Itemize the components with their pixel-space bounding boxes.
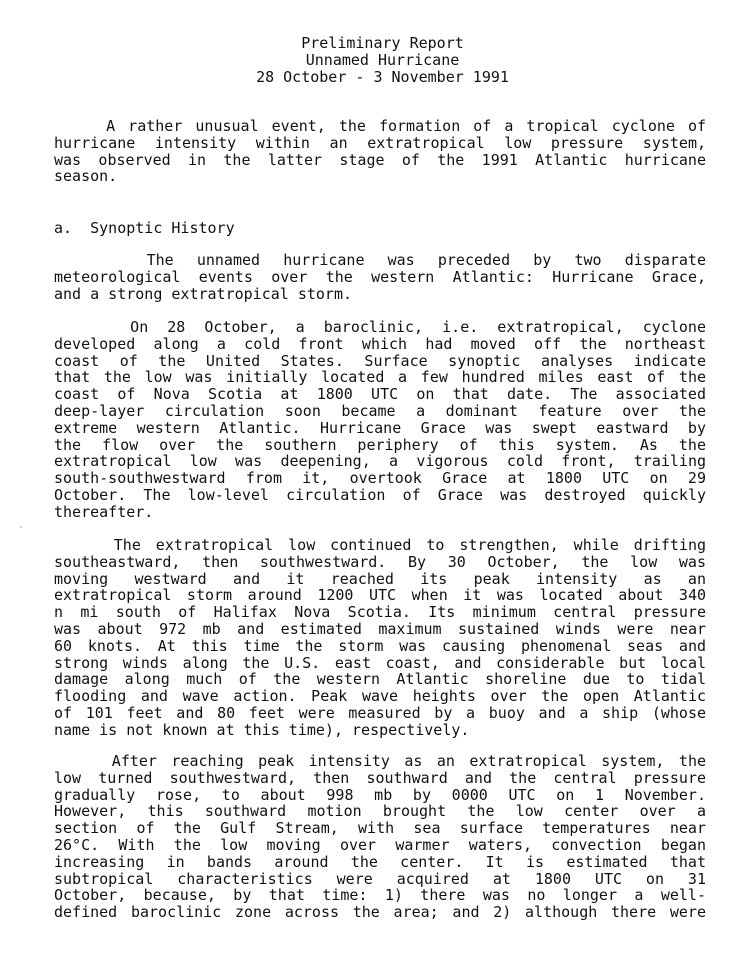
text-line: coast of Nova Scotia at 1800 UTC on that date. The associated [54,385,706,404]
text-line: extratropical low was deepening, a vigorous cold front, trailing [54,452,706,471]
text-line: On 28 October, a baroclinic, i.e. extratropical, cyclone [54,318,706,336]
text-line: and a strong extratropical storm. [54,284,353,303]
text-line: moving westward and it reached its peak intensity as an [54,569,706,588]
scan-speck [20,526,22,528]
text-line: southeastward, then southwestward. By 30 October, the low was [54,552,706,571]
paragraph-3 [54,537,706,739]
section-heading: a. Synoptic History [54,219,235,237]
text-line: n mi south of Halifax Nova Scotia. Its minimum central pressure [54,603,706,622]
text-line: that the low was initially located a few hundred miles east of the [54,368,706,387]
text-line: gradually rose, to about 998 mb by 0000 UTC on 1 November. [54,785,706,804]
text-line: strong winds along the U.S. east coast, and considerable but local [54,653,706,672]
text-line: low turned southwestward, then southward and the central pressure [54,768,706,787]
report-header [8,35,749,85]
text-line: meteorological events over the western Atlantic: Hurricane Grace, [54,267,706,286]
text-line: However, this southward motion brought the low center over a [54,802,706,821]
text-line: October. The low-level circulation of Grace was destroyed quickly [54,485,706,504]
storm-name: Unnamed Hurricane [305,50,460,69]
text-line: extreme western Atlantic. Hurricane Grace was swept eastward by [54,418,706,437]
text-line: thereafter. [54,502,154,521]
text-line: hurricane intensity within an extratropical low pressure system, [54,133,706,152]
text-line: extratropical storm around 1200 UTC when it was located about 340 [54,586,706,605]
text-line: was observed in the latter stage of the 1991 Atlantic hurricane [54,150,706,169]
paragraph-4 [54,753,706,921]
paragraph-2 [54,319,706,521]
text-line: defined baroclinic zone across the area; and 2) although there were [54,903,706,922]
text-line: damage along much of the western Atlantic shoreline due to tidal [54,670,706,689]
text-line: was about 972 mb and estimated maximum sustained winds were near [54,619,706,638]
text-line: The unnamed hurricane was preceded by two disparate [54,251,706,269]
text-line: 26°C. With the low moving over warmer waters, convection began [54,835,706,854]
intro-paragraph [54,118,706,185]
text-line: increasing in bands around the center. It is estimated that [54,852,706,871]
text-line: section of the Gulf Stream, with sea surface temperatures near [54,819,706,838]
text-line: coast of the United States. Surface synoptic analyses indicate [54,351,706,370]
text-line: of 101 feet and 80 feet were measured by a buoy and a ship (whose [54,703,706,722]
text-line: 60 knots. At this time the storm was causing phenomenal seas and [54,636,706,655]
text-line: A rather unusual event, the formation of a tropical cyclone of [54,117,706,135]
text-line: the flow over the southern periphery of this system. As the [54,435,706,454]
text-line: south-southwestward from it, overtook Grace at 1800 UTC on 29 [54,469,706,488]
text-line: subtropical characteristics were acquired at 1800 UTC on 31 [54,869,706,888]
text-line: season. [54,167,118,186]
report-dates: 28 October - 3 November 1991 [256,67,509,86]
text-line: deep-layer circulation soon became a dominant feature over the [54,401,706,420]
paragraph-1 [54,252,706,302]
text-line: developed along a cold front which had moved off the northeast [54,334,706,353]
text-line: name is not known at this time), respectively. [54,720,470,739]
text-line: After reaching peak intensity as an extratropical system, the [54,752,706,770]
text-line: The extratropical low continued to strengthen, while drifting [54,536,706,554]
report-type: Preliminary Report [301,34,464,52]
text-line: flooding and wave action. Peak wave heights over the open Atlantic [54,687,706,706]
text-line: October, because, by that time: 1) there was no longer a well- [54,886,706,905]
